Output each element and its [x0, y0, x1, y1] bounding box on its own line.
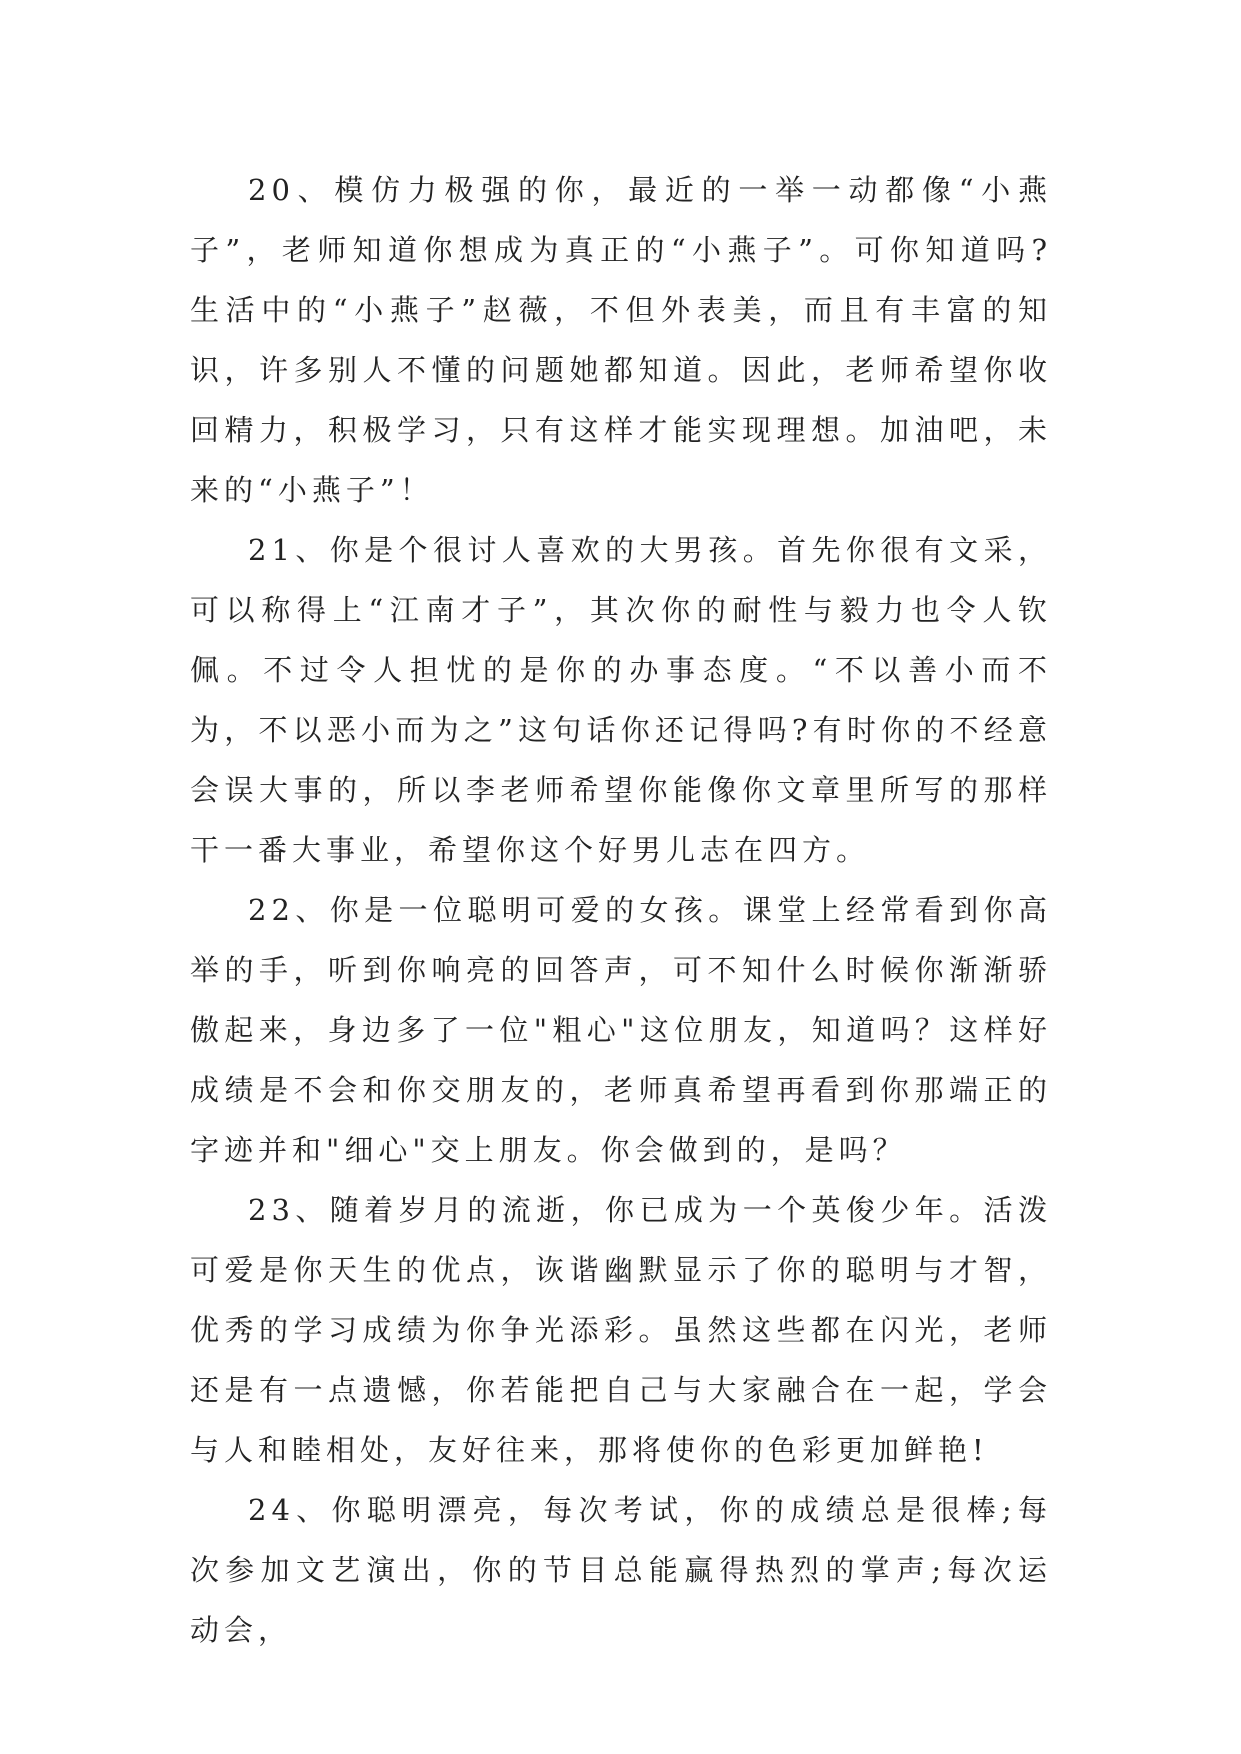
comment-paragraph-24: 24、你聪明漂亮，每次考试，你的成绩总是很棒;每次参加文艺演出，你的节目总能赢得热烈的掌声;每次运动会， [190, 1493, 1052, 1647]
comment-paragraph-22: 22、你是一位聪明可爱的女孩。课堂上经常看到你高举的手，听到你响亮的回答声，可不知什么时候你渐渐骄傲起来，身边多了一位"粗心"这位朋友，知道吗？这样好成绩是不会和你交朋友的，老师真希望再看到你那端正的字迹并和"细心"交上朋友。你会做到的，是吗？ [190, 893, 1052, 1167]
comment-paragraph-20: 20、模仿力极强的你，最近的一举一动都像“小燕子”，老师知道你想成为真正的“小燕子”。可你知道吗?生活中的“小燕子”赵薇，不但外表美，而且有丰富的知识，许多别人不懂的问题她都知道。因此，老师希望你收回精力，积极学习，只有这样才能实现理想。加油吧，未来的“小燕子”！ [190, 173, 1052, 507]
comment-paragraph-21: 21、你是个很讨人喜欢的大男孩。首先你很有文采，可以称得上“江南才子”，其次你的耐性与毅力也令人钦佩。不过令人担忧的是你的办事态度。“不以善小而不为，不以恶小而为之”这句话你还记得吗?有时你的不经意会误大事的，所以李老师希望你能像你文章里所写的那样干一番大事业，希望你这个好男儿志在四方。 [190, 533, 1052, 867]
document-body [190, 160, 1052, 1660]
comment-paragraph-23: 23、随着岁月的流逝，你已成为一个英俊少年。活泼可爱是你天生的优点，诙谐幽默显示了你的聪明与才智，优秀的学习成绩为你争光添彩。虽然这些都在闪光，老师还是有一点遗憾，你若能把自己与大家融合在一起，学会与人和睦相处，友好往来，那将使你的色彩更加鲜艳! [190, 1193, 1052, 1467]
